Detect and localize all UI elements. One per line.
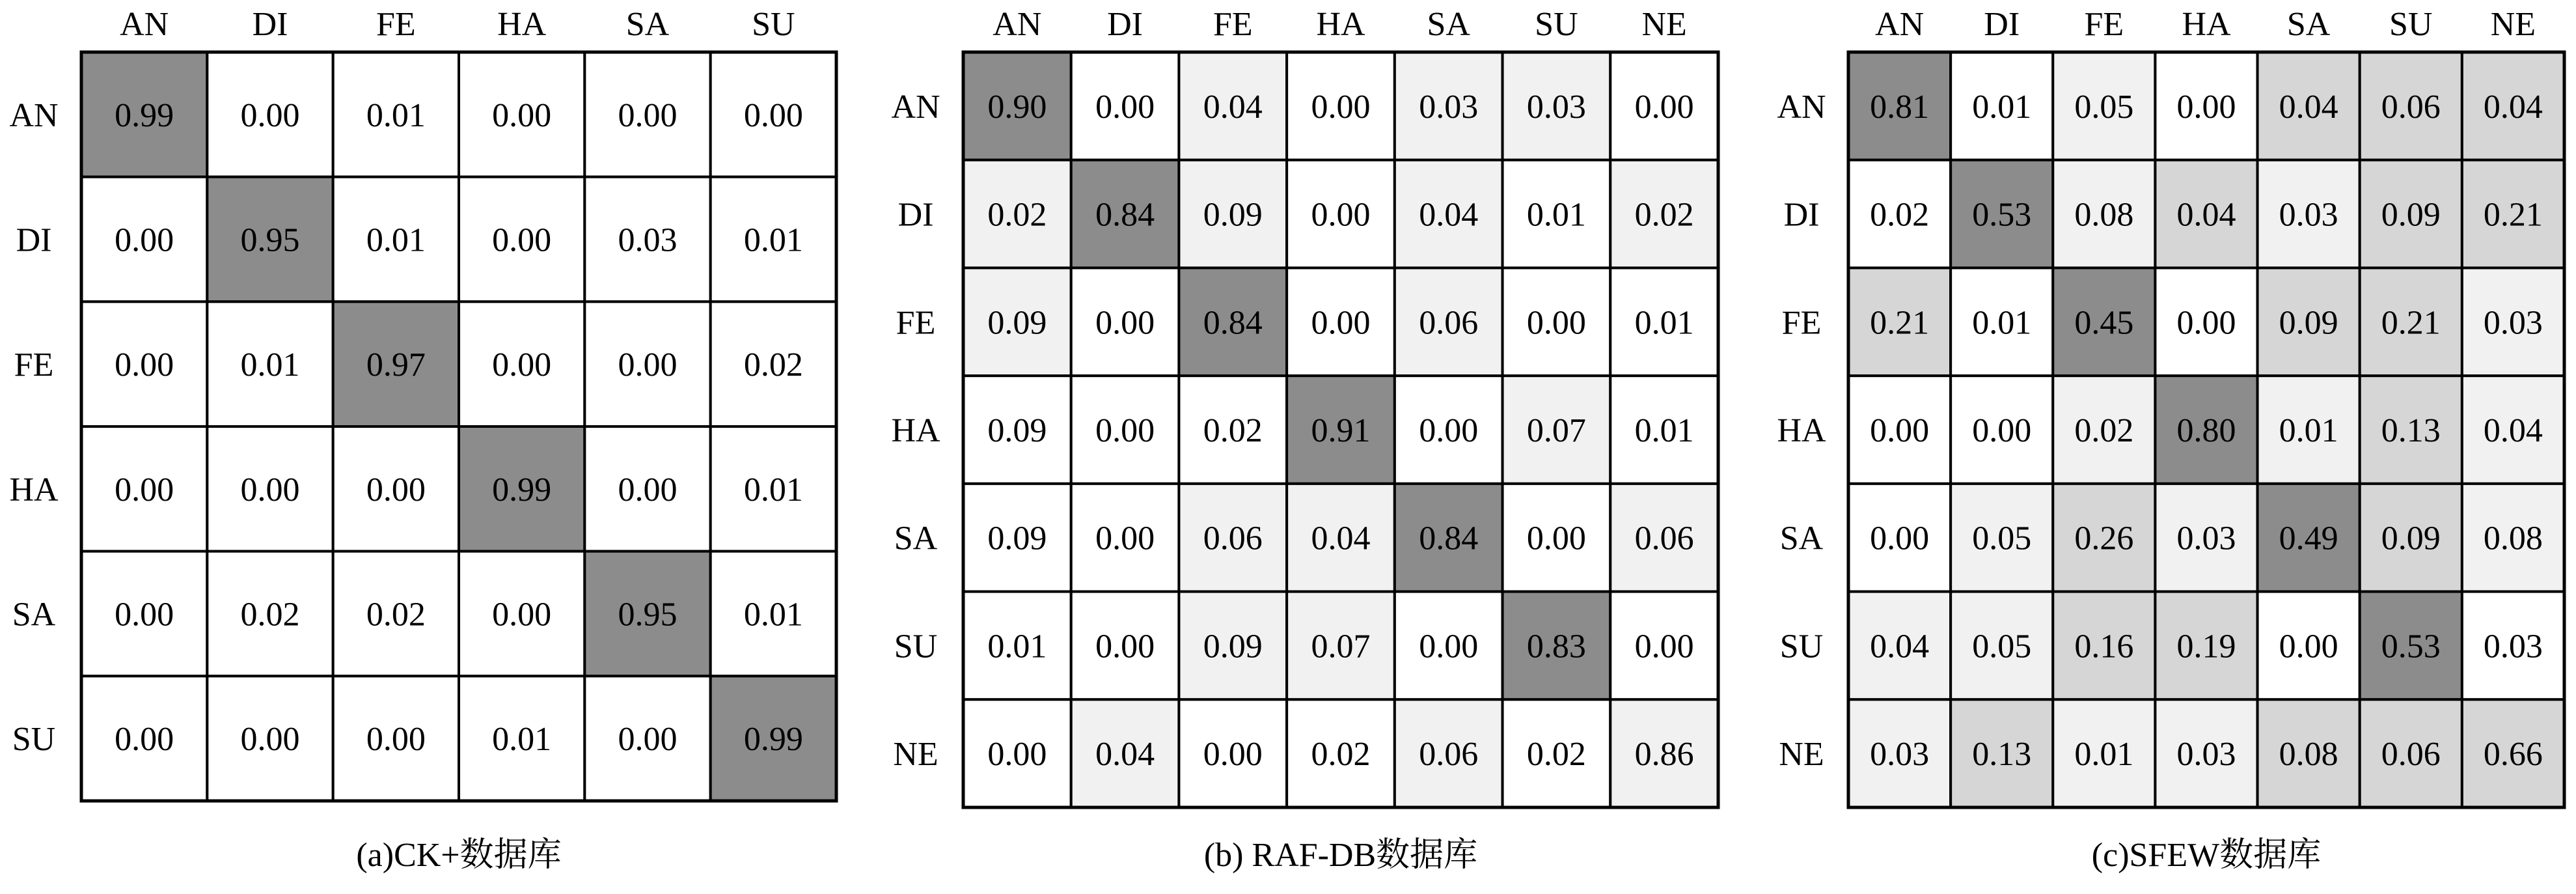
- cell-value-label: 0.01: [743, 221, 803, 259]
- y-tick-label: FE: [1781, 304, 1822, 342]
- cell-value-label: 0.83: [1526, 628, 1586, 665]
- cell-value-label: 0.49: [2279, 520, 2338, 557]
- cell-value-label: 0.00: [492, 96, 552, 134]
- cell-value-label: 0.04: [1203, 88, 1263, 126]
- cell-value-label: 0.03: [2176, 520, 2236, 557]
- cell-value-label: 0.99: [115, 96, 174, 134]
- cell-value-label: 0.84: [1095, 196, 1155, 234]
- x-tick-label: HA: [1316, 6, 1365, 43]
- cell-value-label: 0.09: [2381, 196, 2441, 234]
- y-tick-label: FE: [896, 304, 936, 342]
- cell-value-label: 0.00: [2176, 88, 2236, 126]
- cell-value-label: 0.13: [2381, 412, 2441, 449]
- cell-value-label: 0.02: [1870, 196, 1930, 234]
- cell-value-label: 0.01: [2279, 412, 2338, 449]
- cell-value-label: 0.00: [618, 471, 678, 509]
- x-tick-label: NE: [1641, 6, 1687, 43]
- cell-value-label: 0.09: [987, 520, 1047, 557]
- cell-value-label: 0.04: [1095, 736, 1155, 774]
- cell-value-label: 0.02: [1526, 736, 1586, 774]
- cell-value-label: 0.07: [1311, 628, 1371, 665]
- cell-value-label: 0.16: [2074, 628, 2134, 665]
- cell-value-label: 0.06: [2381, 736, 2441, 774]
- cell-value-label: 0.00: [240, 96, 300, 134]
- cell-value-label: 0.05: [1972, 628, 2032, 665]
- cell-value-label: 0.05: [1972, 520, 2032, 557]
- cell-value-label: 0.01: [743, 471, 803, 509]
- cell-value-label: 0.01: [1972, 88, 2032, 126]
- cell-value-label: 0.04: [2483, 412, 2543, 449]
- x-tick-label: SU: [752, 6, 795, 43]
- y-tick-label: AN: [1777, 88, 1826, 126]
- cell-value-label: 0.03: [1419, 88, 1479, 126]
- x-tick-label: SU: [2389, 6, 2433, 43]
- cell-value-label: 0.45: [2074, 304, 2134, 342]
- cell-value-label: 0.00: [1311, 196, 1371, 234]
- cell-value-label: 0.01: [743, 596, 803, 634]
- cell-value-label: 0.00: [1311, 88, 1371, 126]
- cell-value-label: 0.00: [1095, 628, 1155, 665]
- confusion-matrix-panel: [891, 6, 1718, 874]
- cell-value-label: 0.00: [1419, 412, 1479, 449]
- cell-value-label: 0.03: [1870, 736, 1930, 774]
- cell-value-label: 0.00: [492, 346, 552, 384]
- cell-value-label: 0.00: [1095, 412, 1155, 449]
- cell-value-label: 0.90: [987, 88, 1047, 126]
- cell-value-label: 0.00: [1311, 304, 1371, 342]
- x-tick-label: AN: [120, 6, 169, 43]
- cell-value-label: 0.02: [987, 196, 1047, 234]
- y-tick-label: DI: [1783, 196, 1820, 234]
- cell-value-label: 0.00: [240, 721, 300, 759]
- cell-value-label: 0.08: [2074, 196, 2134, 234]
- y-tick-label: SU: [12, 721, 56, 759]
- cell-value-label: 0.02: [1634, 196, 1694, 234]
- y-tick-label: AN: [891, 88, 940, 126]
- cell-value-label: 0.01: [1526, 196, 1586, 234]
- cell-value-label: 0.84: [1419, 520, 1479, 557]
- y-tick-label: SU: [1779, 628, 1824, 665]
- x-tick-label: AN: [993, 6, 1042, 43]
- confusion-matrix-panel: [9, 6, 836, 874]
- cell-value-label: 0.04: [1419, 196, 1479, 234]
- cell-value-label: 0.06: [2381, 88, 2441, 126]
- cell-value-label: 0.00: [115, 471, 174, 509]
- cell-value-label: 0.86: [1634, 736, 1694, 774]
- cell-value-label: 0.09: [987, 304, 1047, 342]
- cell-value-label: 0.01: [1634, 304, 1694, 342]
- cell-value-label: 0.00: [115, 346, 174, 384]
- confusion-matrix-panel: [1777, 6, 2564, 874]
- cell-value-label: 0.00: [115, 721, 174, 759]
- panel-caption: (c)SFEW数据库: [2091, 837, 2322, 874]
- cell-value-label: 0.53: [2381, 628, 2441, 665]
- cell-value-label: 0.80: [2176, 412, 2236, 449]
- cell-value-label: 0.00: [1095, 304, 1155, 342]
- cell-value-label: 0.07: [1526, 412, 1586, 449]
- cell-value-label: 0.21: [1870, 304, 1930, 342]
- y-tick-label: HA: [891, 412, 940, 449]
- x-tick-label: SA: [2286, 6, 2331, 43]
- y-tick-label: DI: [897, 196, 934, 234]
- cell-value-label: 0.66: [2483, 736, 2543, 774]
- cell-value-label: 0.00: [743, 96, 803, 134]
- cell-value-label: 0.00: [1526, 304, 1586, 342]
- cell-value-label: 0.99: [743, 721, 803, 759]
- y-tick-label: HA: [1777, 412, 1826, 449]
- cell-value-label: 0.00: [1203, 736, 1263, 774]
- cell-value-label: 0.99: [492, 471, 552, 509]
- cell-value-label: 0.02: [743, 346, 803, 384]
- cell-value-label: 0.01: [987, 628, 1047, 665]
- cell-value-label: 0.00: [1870, 412, 1930, 449]
- cell-value-label: 0.21: [2483, 196, 2543, 234]
- cell-value-label: 0.00: [115, 221, 174, 259]
- cell-value-label: 0.02: [366, 596, 426, 634]
- cell-value-label: 0.00: [1634, 88, 1694, 126]
- cell-value-label: 0.03: [2176, 736, 2236, 774]
- cell-value-label: 0.01: [366, 96, 426, 134]
- cell-value-label: 0.00: [2176, 304, 2236, 342]
- cell-value-label: 0.01: [240, 346, 300, 384]
- y-tick-label: SA: [894, 520, 938, 557]
- x-tick-label: FE: [376, 6, 416, 43]
- cell-value-label: 0.97: [366, 346, 426, 384]
- cell-value-label: 0.03: [2483, 304, 2543, 342]
- cell-value-label: 0.00: [618, 346, 678, 384]
- x-tick-label: SU: [1535, 6, 1578, 43]
- cell-value-label: 0.19: [2176, 628, 2236, 665]
- cell-value-label: 0.00: [1870, 520, 1930, 557]
- cell-value-label: 0.04: [1311, 520, 1371, 557]
- panel-caption: (a)CK+数据库: [356, 837, 562, 874]
- cell-value-label: 0.00: [115, 596, 174, 634]
- cell-value-label: 0.02: [1311, 736, 1371, 774]
- x-tick-label: DI: [1984, 6, 2020, 43]
- cell-value-label: 0.03: [618, 221, 678, 259]
- cell-value-label: 0.84: [1203, 304, 1263, 342]
- cell-value-label: 0.03: [2483, 628, 2543, 665]
- y-tick-label: NE: [1779, 736, 1824, 774]
- cell-value-label: 0.02: [1203, 412, 1263, 449]
- panel-caption: (b) RAF-DB数据库: [1203, 837, 1478, 874]
- cell-value-label: 0.21: [2381, 304, 2441, 342]
- y-tick-label: DI: [16, 221, 52, 259]
- cell-value-label: 0.00: [1634, 628, 1694, 665]
- cell-value-label: 0.00: [618, 721, 678, 759]
- cell-value-label: 0.13: [1972, 736, 2032, 774]
- cell-value-label: 0.02: [240, 596, 300, 634]
- cell-value-label: 0.05: [2074, 88, 2134, 126]
- x-tick-label: DI: [252, 6, 288, 43]
- cell-value-label: 0.01: [1972, 304, 2032, 342]
- cell-value-label: 0.01: [2074, 736, 2134, 774]
- cell-value-label: 0.00: [366, 471, 426, 509]
- cell-value-label: 0.04: [2176, 196, 2236, 234]
- cell-value-label: 0.03: [2279, 196, 2338, 234]
- cell-value-label: 0.01: [366, 221, 426, 259]
- cell-value-label: 0.01: [1634, 412, 1694, 449]
- cell-value-label: 0.81: [1870, 88, 1930, 126]
- cell-value-label: 0.01: [492, 721, 552, 759]
- cell-value-label: 0.00: [2279, 628, 2338, 665]
- cell-value-label: 0.09: [987, 412, 1047, 449]
- cell-value-label: 0.00: [366, 721, 426, 759]
- cell-value-label: 0.00: [1419, 628, 1479, 665]
- cell-value-label: 0.04: [2483, 88, 2543, 126]
- cell-value-label: 0.95: [240, 221, 300, 259]
- cell-value-label: 0.00: [1526, 520, 1586, 557]
- cell-value-label: 0.09: [1203, 196, 1263, 234]
- cell-value-label: 0.04: [2279, 88, 2338, 126]
- cell-value-label: 0.00: [1095, 88, 1155, 126]
- y-tick-label: NE: [893, 736, 939, 774]
- x-tick-label: NE: [2490, 6, 2536, 43]
- cell-value-label: 0.00: [492, 221, 552, 259]
- x-tick-label: HA: [497, 6, 547, 43]
- y-tick-label: HA: [9, 471, 59, 509]
- cell-value-label: 0.00: [618, 96, 678, 134]
- cell-value-label: 0.00: [1972, 412, 2032, 449]
- y-tick-label: AN: [9, 96, 59, 134]
- cell-value-label: 0.06: [1419, 304, 1479, 342]
- cell-value-label: 0.91: [1311, 412, 1371, 449]
- cell-value-label: 0.09: [1203, 628, 1263, 665]
- cell-value-label: 0.06: [1634, 520, 1694, 557]
- cell-value-label: 0.08: [2279, 736, 2338, 774]
- cell-value-label: 0.08: [2483, 520, 2543, 557]
- x-tick-label: AN: [1875, 6, 1925, 43]
- cell-value-label: 0.03: [1526, 88, 1586, 126]
- cell-value-label: 0.09: [2381, 520, 2441, 557]
- y-tick-label: SA: [12, 596, 56, 634]
- cell-value-label: 0.00: [492, 596, 552, 634]
- cell-value-label: 0.00: [987, 736, 1047, 774]
- cell-value-label: 0.95: [618, 596, 678, 634]
- x-tick-label: SA: [1427, 6, 1470, 43]
- cell-value-label: 0.09: [2279, 304, 2338, 342]
- x-tick-label: SA: [625, 6, 670, 43]
- cell-value-label: 0.26: [2074, 520, 2134, 557]
- x-tick-label: FE: [1213, 6, 1253, 43]
- cell-value-label: 0.06: [1203, 520, 1263, 557]
- cell-value-label: 0.06: [1419, 736, 1479, 774]
- x-tick-label: HA: [2182, 6, 2231, 43]
- x-tick-label: FE: [2084, 6, 2124, 43]
- y-tick-label: SA: [1779, 520, 1824, 557]
- cell-value-label: 0.53: [1972, 196, 2032, 234]
- cell-value-label: 0.00: [240, 471, 300, 509]
- y-tick-label: SU: [894, 628, 938, 665]
- y-tick-label: FE: [14, 346, 54, 384]
- x-tick-label: DI: [1107, 6, 1144, 43]
- cell-value-label: 0.04: [1870, 628, 1930, 665]
- cell-value-label: 0.02: [2074, 412, 2134, 449]
- cell-value-label: 0.00: [1095, 520, 1155, 557]
